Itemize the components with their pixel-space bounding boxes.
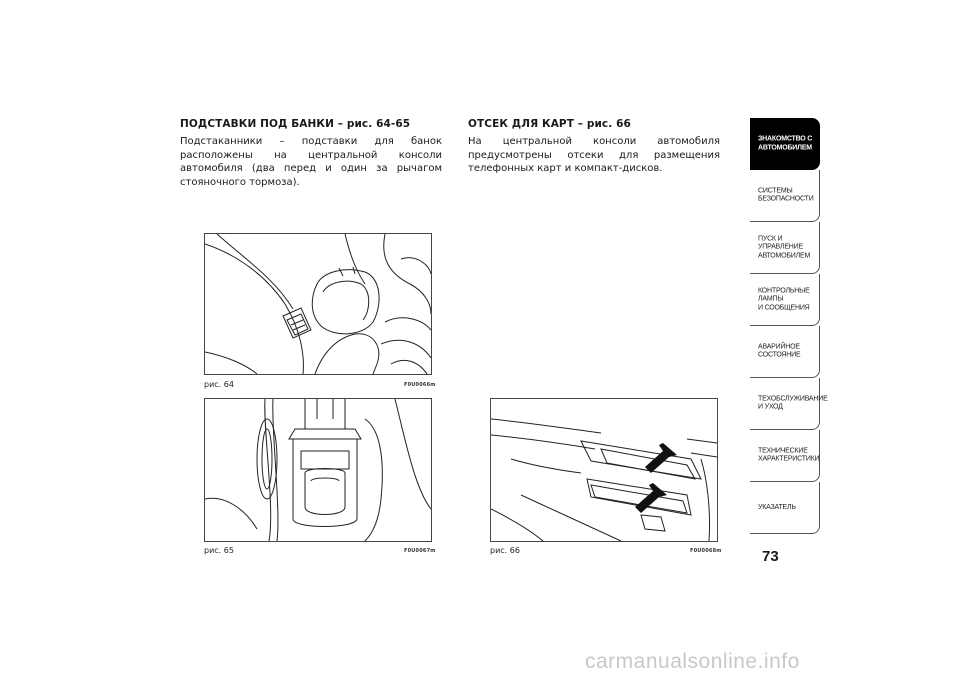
tab-maintenance[interactable]: ТЕХОБСЛУЖИВАНИЕ И УХОД [750, 378, 820, 430]
cup-holders-text: Подстаканники – подставки для банок расположены на центральной консоли автомобиля (два перед и один за рычагом стояночного тормоза). [180, 136, 442, 188]
cup-holders-section [180, 118, 442, 189]
tab-warning-lights[interactable]: КОНТРОЛЬНЫЕ ЛАМПЫ И СООБЩЕНИЯ [750, 274, 820, 326]
figure-66-caption: рис. 66 [490, 546, 520, 555]
tab-introduction[interactable]: ЗНАКОМСТВО С АВТОМОБИЛЕМ [750, 118, 820, 170]
tab-starting-driving[interactable]: ПУСК И УПРАВЛЕНИЕ АВТОМОБИЛЕМ [750, 222, 820, 274]
figure-64-code: F0U0066m [404, 382, 436, 388]
card-compartment-heading: ОТСЕК ДЛЯ КАРТ – рис. 66 [468, 118, 631, 130]
chapter-tabs [750, 118, 828, 534]
figure-65-caption: рис. 65 [204, 546, 234, 555]
figure-64-caption: рис. 64 [204, 380, 234, 389]
tab-index[interactable]: УКАЗАТЕЛЬ [750, 482, 820, 534]
figure-65-illustration [204, 398, 432, 542]
cup-holders-heading: ПОДСТАВКИ ПОД БАНКИ – рис. 64-65 [180, 118, 411, 130]
tab-emergency[interactable]: АВАРИЙНОЕ СОСТОЯНИЕ [750, 326, 820, 378]
figure-66-illustration [490, 398, 718, 542]
watermark: carmanualsonline.info [585, 650, 800, 673]
tab-safety-systems[interactable]: СИСТЕМЫ БЕЗОПАСНОСТИ [750, 170, 820, 222]
card-compartment-section [468, 118, 720, 176]
card-compartment-text: На центральной консоли автомобиля предусмотрены отсеки для размещения телефонных карт и компакт-дисков. [468, 136, 720, 174]
figure-64-illustration [204, 233, 432, 375]
tab-technical-specs[interactable]: ТЕХНИЧЕСКИЕ ХАРАКТЕРИСТИКИ [750, 430, 820, 482]
page-number: 73 [762, 548, 779, 565]
figure-66-code: F0U0068m [690, 548, 722, 554]
figure-65-code: F0U0067m [404, 548, 436, 554]
